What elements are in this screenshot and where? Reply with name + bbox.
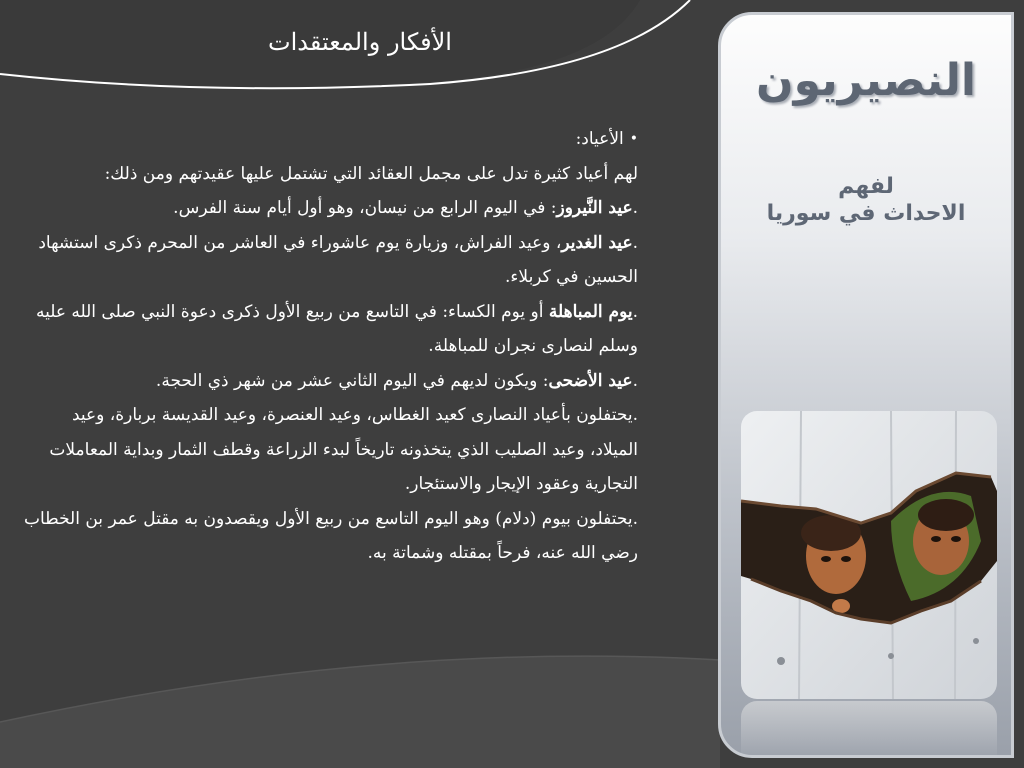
- item-title: عيد النَّيروز: [556, 198, 633, 218]
- photo-illustration: [741, 411, 997, 699]
- side-panel: [718, 12, 1014, 758]
- bullet-heading-row: [20, 122, 638, 157]
- photo-reflection: [741, 701, 997, 758]
- list-item: .عيد الأضحى: ويكون لديهم في اليوم الثاني عشر من شهر ذي الحجة.: [155, 370, 638, 391]
- side-subtitle: [721, 173, 1011, 227]
- slide-title: الأفكار والمعتقدات: [268, 28, 452, 56]
- content-heading: الأعياد:: [575, 129, 624, 149]
- item-title: عيد الأضحى: [548, 370, 633, 391]
- list-item: .عيد الغدير، وعيد الفراش، وزيارة يوم عاشوراء في العاشر من المحرم ذكرى استشهاد الحسين في كربلاء.: [38, 232, 638, 287]
- item-title: عيد الغدير: [561, 232, 633, 253]
- side-title: النصيريون: [756, 55, 976, 106]
- list-item: .يحتفلون بيوم (دلام) وهو اليوم التاسع من ربيع الأول ويقصدون به مقتل عمر بن الخطاب رضي الله عنه، فرحاً بمقتله وشماتة به.: [23, 508, 638, 563]
- content-intro: لهم أعياد كثيرة تدل على مجمل العقائد التي تشتمل عليها عقيدتهم ومن ذلك:: [104, 163, 638, 184]
- side-subtitle-line1: لفهم: [838, 174, 894, 199]
- list-item: .يوم المباهلة أو يوم الكساء: في التاسع من ربيع الأول ذكرى دعوة النبي صلى الله عليه وسلم لنصارى نجران للمباهلة.: [35, 301, 638, 356]
- item-title: يوم المباهلة: [548, 301, 633, 322]
- bullet-icon: •: [629, 131, 638, 147]
- list-item: .عيد النَّيروز: في اليوم الرابع من نيسان، وهو أول أيام سنة الفرس.: [173, 198, 638, 218]
- list-item: .يحتفلون بأعياد النصارى كعيد الغطاس، وعيد العنصرة، وعيد القديسة بربارة، وعيد الميلاد، وعيد الصليب الذي يتخذونه تاريخاً لبدء الزراعة وقطف الثمار وبداية المعاملات التجارية وعقود الإيجار والاستئجار.: [49, 405, 638, 494]
- side-subtitle-line2: الاحداث في سوريا: [766, 201, 966, 226]
- content-body: [20, 122, 638, 571]
- children-photo: [741, 411, 997, 699]
